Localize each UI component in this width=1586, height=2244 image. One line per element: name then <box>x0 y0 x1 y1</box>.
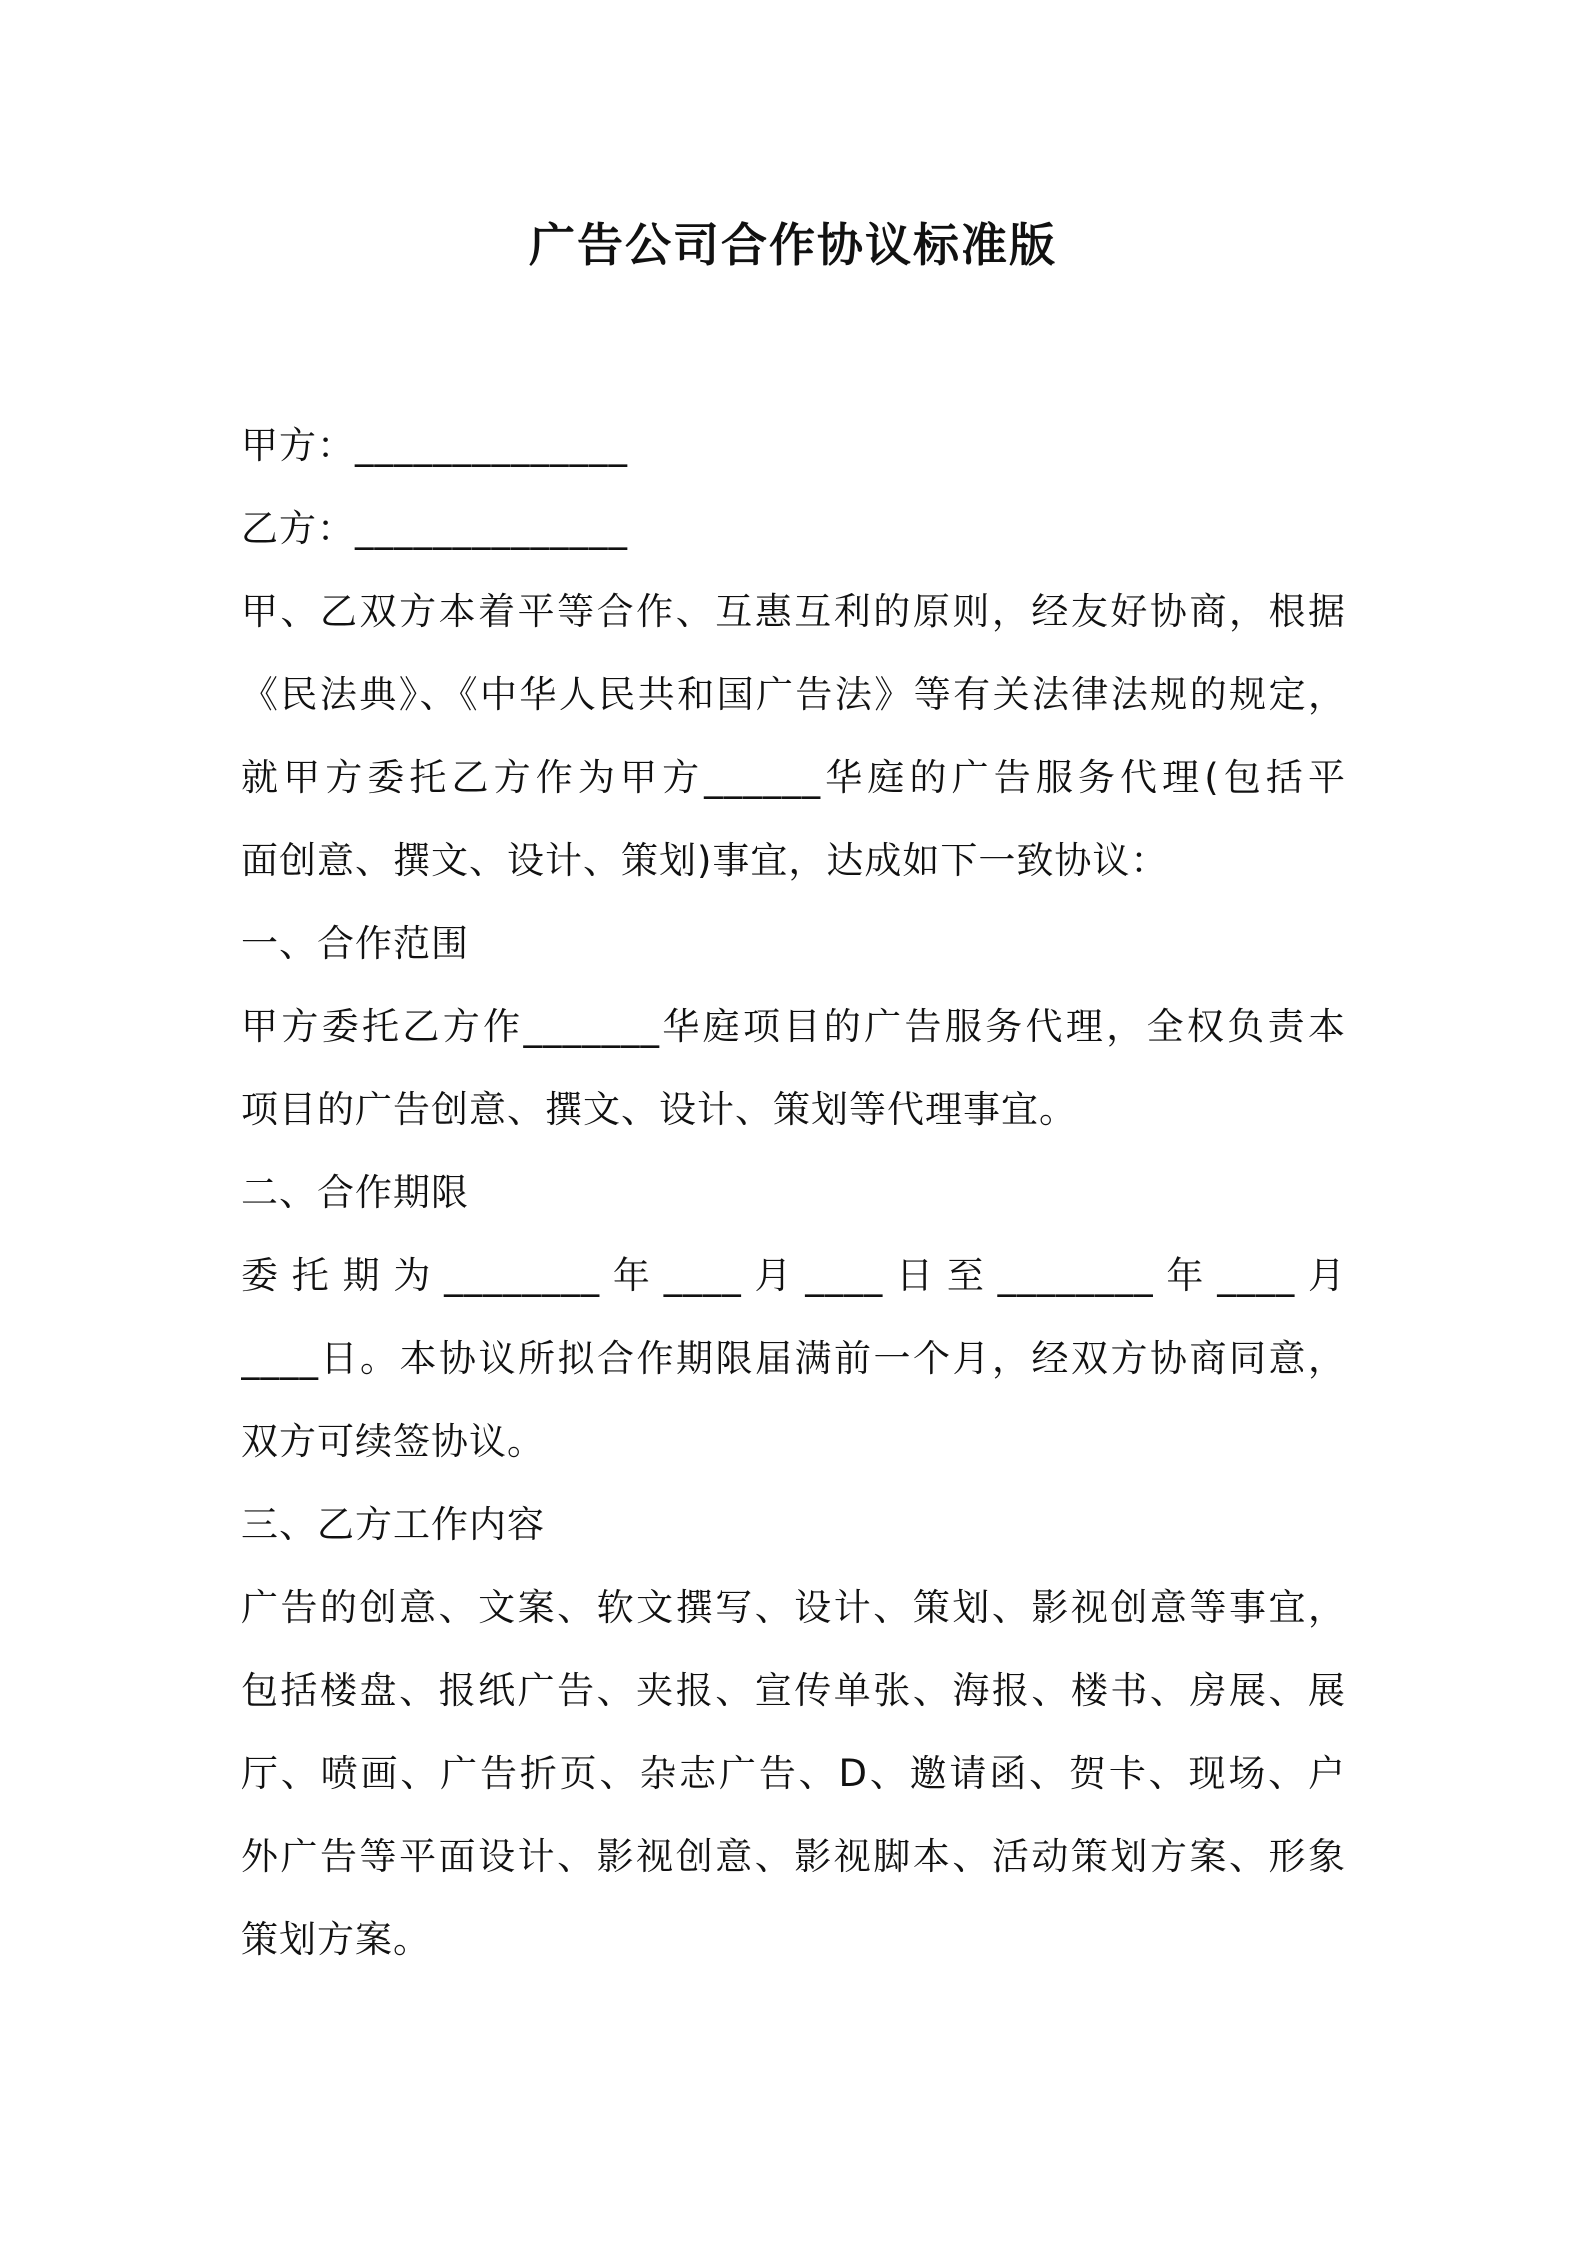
preamble-line-1: 甲、乙双方本着平等合作、互惠互利的原则，经友好协商，根据 <box>241 590 1346 633</box>
preamble-line-2: 《民法典》、《中华人民共和国广告法》等有关法律法规的规定， <box>241 673 1346 716</box>
scope-line-2: 项目的广告创意、撰文、设计、策划等代理事宜。 <box>241 1088 1077 1131</box>
section-heading-scope: 一、合作范围 <box>241 922 469 965</box>
preamble-line-3: 就甲方委托乙方作为甲方______华庭的广告服务代理(包括平 <box>241 756 1346 799</box>
preamble-line-4: 面创意、撰文、设计、策划)事宜，达成如下一致协议： <box>241 839 1169 882</box>
scope-line-1: 甲方委托乙方作_______华庭项目的广告服务代理，全权负责本 <box>241 1005 1346 1048</box>
work-line-1: 广告的创意、文案、软文撰写、设计、策划、影视创意等事宜， <box>241 1586 1346 1629</box>
work-line-4: 外广告等平面设计、影视创意、影视脚本、活动策划方案、形象 <box>241 1835 1346 1878</box>
work-line-3: 厅、喷画、广告折页、杂志广告、D、邀请函、贺卡、现场、户 <box>241 1752 1346 1795</box>
term-line-1: 委托期为________年____月____日至________年____月 <box>241 1254 1346 1297</box>
document-body <box>241 404 1346 1981</box>
work-line-5: 策划方案。 <box>241 1918 431 1961</box>
party-b-line: 乙方：______________ <box>241 507 628 550</box>
section-heading-work: 三、乙方工作内容 <box>241 1503 545 1546</box>
term-line-3: 双方可续签协议。 <box>241 1420 545 1463</box>
document-title: 广告公司合作协议标准版 <box>529 218 1057 272</box>
section-heading-term: 二、合作期限 <box>241 1171 469 1214</box>
term-line-2: ____日。本协议所拟合作期限届满前一个月，经双方协商同意， <box>241 1337 1346 1380</box>
party-a-line: 甲方：______________ <box>241 424 628 467</box>
work-line-2: 包括楼盘、报纸广告、夹报、宣传单张、海报、楼书、房展、展 <box>241 1669 1346 1712</box>
